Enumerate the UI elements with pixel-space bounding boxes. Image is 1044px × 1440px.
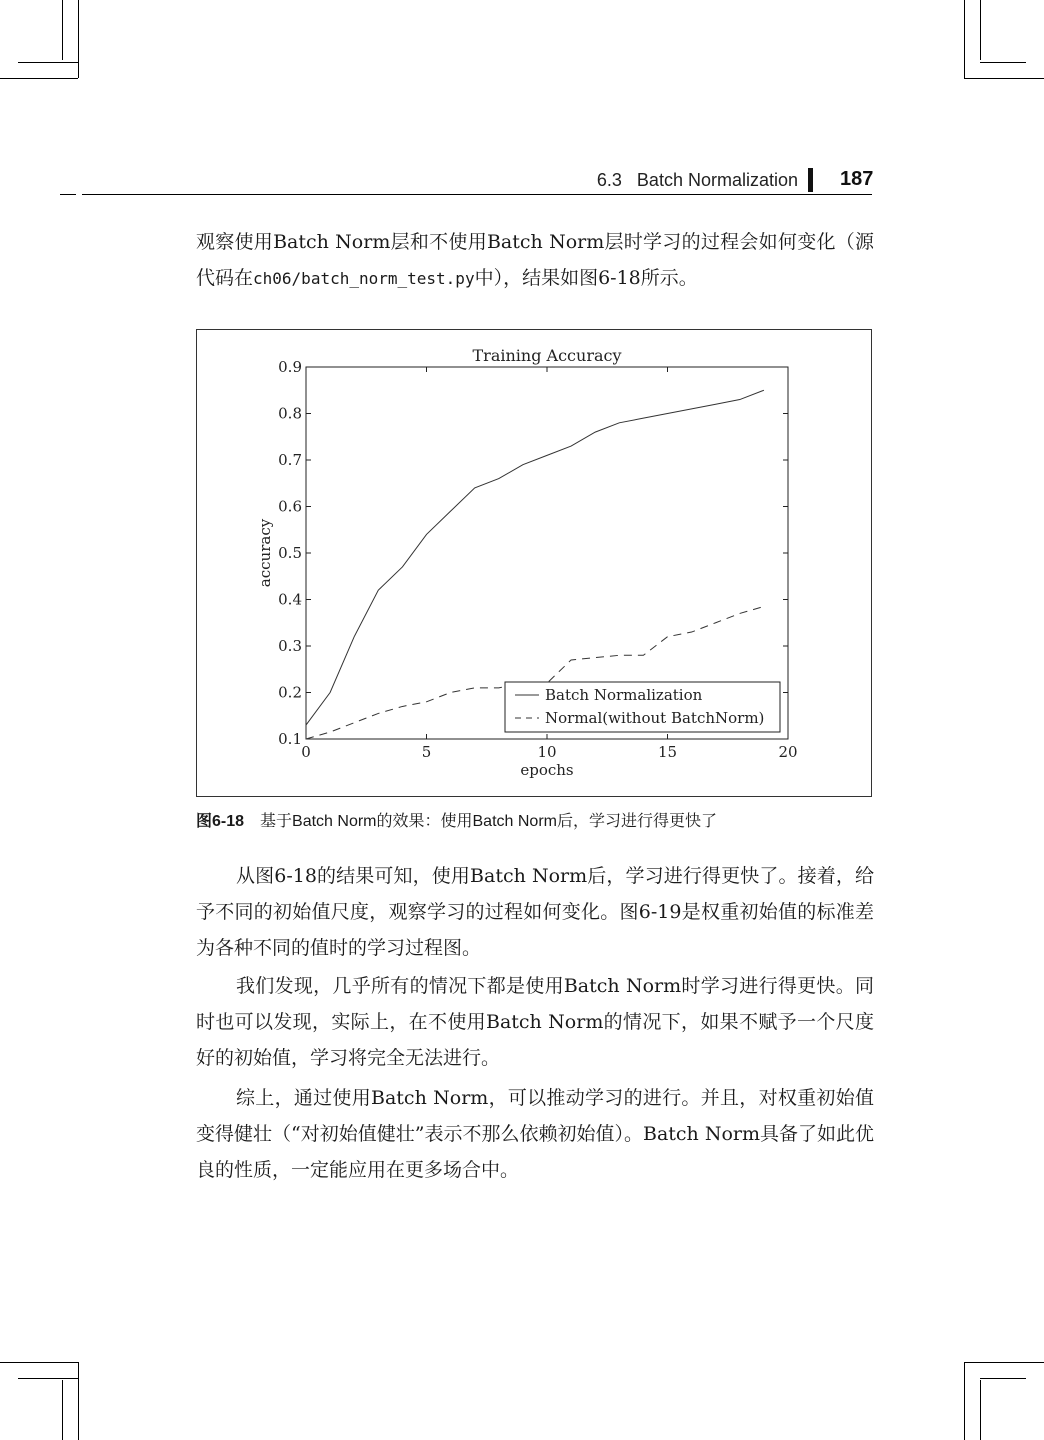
y-tick-label: 0.8 [278,404,302,423]
intro-paragraph [196,224,874,297]
x-axis-label: epochs [520,761,574,779]
legend-label: Normal(without BatchNorm) [545,709,765,727]
crop-mark [0,1362,78,1363]
crop-mark [980,62,1026,63]
source-code-path: ch06/batch_norm_test.py [253,269,475,288]
training-accuracy-chart [197,330,871,796]
y-tick-label: 0.6 [278,497,302,516]
crop-mark [62,0,63,60]
crop-mark [78,1362,79,1440]
y-axis-label: accuracy [256,518,274,588]
crop-mark [18,1378,78,1379]
header-rule [82,194,872,195]
figure-number: 图6-18 [196,813,245,830]
y-tick-label: 0.1 [278,730,302,748]
y-tick-label: 0.9 [278,358,302,376]
y-tick-label: 0.2 [278,683,302,702]
legend-label: Batch Normalization [545,686,703,704]
figure-caption-text: 基于Batch Norm的效果：使用Batch Norm后，学习进行得更快了 [260,813,717,830]
x-tick-label: 10 [537,743,557,761]
y-tick-label: 0.5 [278,544,302,562]
crop-mark [980,0,981,60]
crop-mark [980,1380,981,1440]
header-rule-short [60,194,76,195]
crop-mark [964,1362,965,1440]
y-tick-label: 0.4 [278,590,302,609]
header-section-number: 6.3 [596,170,622,190]
header-section-title [597,170,798,191]
chart-title: Training Accuracy [472,346,622,365]
y-tick-label: 0.3 [278,637,302,655]
x-tick-label: 15 [657,743,678,761]
series-line-batch-norm [306,390,764,725]
crop-mark [964,78,1044,79]
page-number: 187 [840,168,874,190]
intro-text-before: 观察使用Batch Norm层和不使用Batch Norm层时学习的过程会如何变化（源代码在 [196,231,874,289]
y-tick-label: 0.7 [278,451,302,469]
x-tick-label: 20 [778,743,798,761]
x-tick-label: 5 [421,743,432,761]
header-bar [808,168,813,192]
figure-caption [196,808,717,831]
crop-mark [964,1362,1044,1363]
crop-mark [78,0,79,78]
crop-mark [62,1380,63,1440]
body-paragraph-1: 从图6-18的结果可知，使用Batch Norm后，学习进行得更快了。接着，给予不同的初始值尺度，观察学习的过程如何变化。图6-19是权重初始值的标准差为各种不同的值时的学习过程图。 [196,865,874,959]
crop-mark [980,1378,1026,1379]
body-paragraph-3: 综上，通过使用Batch Norm，可以推动学习的进行。并且，对权重初始值变得健壮（“对初始值健壮”表示不那么依赖初始值）。Batch Norm具备了如此优良的性质，一定能应用在更多场合中。 [196,1087,874,1181]
figure-frame [196,329,872,797]
intro-text-after: 中），结果如图6-18所示。 [474,267,698,289]
crop-mark [0,78,78,79]
header-title-text: Batch Normalization [636,170,798,190]
crop-mark [964,0,965,78]
body-paragraph-2: 我们发现，几乎所有的情况下都是使用Batch Norm时学习进行得更快。同时也可以发现，实际上，在不使用Batch Norm的情况下，如果不赋予一个尺度好的初始值，学习将完全无法进行。 [196,975,874,1069]
x-tick-label: 0 [301,743,311,761]
crop-mark [18,62,78,63]
